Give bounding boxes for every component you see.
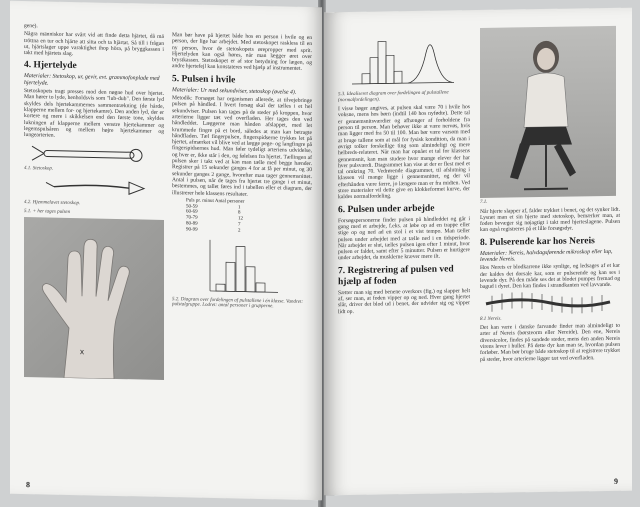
- right-page-number: 9: [614, 476, 618, 486]
- photo-caption: 7.1.: [480, 199, 488, 205]
- section-5-materials: Materialer: Ur med sekundviser, stetoskop (øvelse 4).: [172, 86, 297, 96]
- section-8-heading: 8. Pulserende kar hos Nereis: [480, 235, 595, 248]
- section-4-materials: Materialer: Stetoskop, ur, gevir, evt. grammofonplade med hjertelyde.: [24, 73, 160, 87]
- section-6-heading: 6. Pulsen under arbejde: [338, 203, 435, 215]
- section-5-heading: 5. Pulsen i hvile: [172, 73, 236, 86]
- table-cell: 8: [238, 210, 241, 216]
- pulse-histogram: [202, 235, 312, 297]
- table-cell: 7: [238, 222, 241, 228]
- homemade-stethoscope-caption: 4.2. Hjemmelavet stetoskop.: [24, 200, 81, 207]
- hand-photo: [24, 217, 164, 380]
- left-page-number: 8: [26, 479, 30, 489]
- section-4-text: Stetoskopets tragt presses mod den nøgne hud over hjertet. Man hører to lyde, henholdsvis som "lub-dub". Den første lyd skyldes dels hjertekammernes sammentrækning (de hårde, klapperne mellem for- og hjertekamre). Den anden lyd, der er kortere og mere i skikkelsen end den første tone, skyldes lukningen af klapperne mellem venstre hjertekammer og legemspulsåren og mellem højre hjertekammer og lungearterien.: [24, 88, 164, 139]
- left-column-1: [24, 23, 164, 380]
- nereis-illustration: [480, 290, 620, 314]
- intro-text-2: Några människor har svårt vid att finde detta hjärtet, då mä tröttna en tur och hjärte att sitta och ta hjärtat. Så till i frågan ut, hjärtslager uppe varaktighet ihop höra, på bryggkassen i takt med hjärtets slag.: [24, 31, 164, 58]
- table-row: [186, 227, 312, 235]
- col2-intro: Man bør have på hjertet både hos en person i hvile og en person, der lige har arbejdet. Med stetoskopet raskless til en ny person, hvor de stetoskopets ørepropper med sprit. Hjertelyden kan også høres, når man lægger øret over brystkassen. Stetoskopet er af stor betydning for lægen, og andre hjertefejl kan konstateres ved hjælp af instrumentet.: [172, 32, 312, 73]
- table-cell: 60-69: [186, 209, 198, 216]
- right-col2-text: Når hjerte slapper af, falder trykket i benet, og det synker lidt. Lysnet man et sin hjerte med stetoskop, bemærker man, at foden bevæger sig nøjagtigt i takt med hjerteslagene. Pulsen kan også registreres på et lille forsøgsdyr.: [480, 206, 620, 234]
- section-8-materials: Materialer: Nereis, halvdagsførende mikroskop eller lup, levende Nereis.: [480, 248, 613, 264]
- sitting-person-photo: [480, 26, 616, 198]
- table-cell: 2: [238, 228, 241, 234]
- nereis-caption: 8.1 Nereis.: [480, 316, 502, 322]
- right-col2-tail: Det kan være i danske farvande finder man almindeligt to arter af Nereis (børsteorm eller Nereide). Den ene, Nereis diversicolor, findes på sandede steder, mens den anden Nereis virens lever i huller. På dette dyr kan man se, hvordan pulsen forløber. Man bør bruge både stetoskop til at registrere trykket på steder, hvor arterierne ligger tæt ved overfladen.: [480, 322, 620, 363]
- svg-text:x: x: [80, 347, 84, 357]
- intro-text-1: gene).: [24, 23, 38, 30]
- stethoscope-illustration: [24, 142, 164, 165]
- right-column-1: [338, 32, 470, 317]
- table-cell: 1: [238, 205, 241, 211]
- right-column-2: [480, 26, 620, 365]
- hand-figure-caption: 5.1. + her tages pulsen: [24, 208, 71, 215]
- left-column-2: [172, 32, 312, 314]
- left-page: [10, 1, 322, 501]
- table-cell: 90-99: [186, 227, 198, 233]
- pulse-table: [186, 198, 312, 235]
- normal-distribution-diagram: [348, 32, 470, 90]
- right-col1-text: I visse bøger angives, at pulsen skal være 70 i hvile hos voksne, mens hos børn (indtil 140 hos nyfødte). Dette tal er gennemsnitsværdier og afhænger af forholdene fra person til person. Man behøver ikke at være nervøs, hvis man ligger med fra 50 til 100. Man bør være varsom med at bruge tallene som at mål for fysisk kondition, da man i øvrigt tolker forskellige ting som almindeligt og mere helbreds-relateret. Når man har opnået et tal for klassens gennemsnit, kan man studere hvor mange elever der har hver pulsværdi. Diagrammet kan vise at der er flest med et tal omkring 70. Vedrørende diagrammet, til afslutning i klassen vil mange ligge i gennemsnittet, og der vil efterhånden være færre, jo længere man er fra midten. Ved store materialer vil dette give en klokkeformet kurve, der kaldes normalfordeling.: [338, 104, 470, 201]
- table-cell: 12: [238, 216, 243, 222]
- right-page: [324, 8, 632, 496]
- section-4-heading: 4. Hjertelyde: [24, 60, 77, 72]
- normal-distribution-caption: 5.3. Idealiseret diagram over fordelingen af pulstallene (normalfordelingen).: [338, 90, 449, 103]
- section-7-heading: 7. Registrering af pulsen ved hjælp af foden: [338, 264, 454, 287]
- section-5-text: Metodik: Forsøget har organismen allerede, at tilvejebringe pulsen på håndled. I hvert forsøg skal der tælles i et hel sekundviser. Pulsen kan tages på de steder på kroppen, hvor arterierne ligger tæt ved overfladen. Her tages den ved håndleddet. Læggerne man hånden afslappet, med let krummede fingre på et bord, således at man kan betragte håndfladen. Tæl fingerpulsen, fingerspidserne trykkes let på hjertet, afmærket vil blive ved at lægge pege- og langfingre på fingerspidsernes hud. Man føler tydeligt arteriens udvidelse, og hver er, ikke står i den, og følelsen fra hjertet. Tællingen af pulsen sker i takt ved at kan man tælle med begge hænder. Registrer på 15 sekunder ganges 4 for at få per minut, og 30 sekunder ganges 2 gange, hvorefter man tager gennemsnittet. Antal i pulsen, når de tages fra hjertet tre gange i et minut, bestemmes, og tallet føres ind i tabellen eller et diagram, der illustrerer hele klassens resultater.: [172, 95, 312, 198]
- table-cell: 50-59: [186, 204, 198, 210]
- table-cell: 70-79: [186, 215, 198, 221]
- stethoscope-caption: 4.1. Stetoskop.: [24, 166, 54, 173]
- pulse-table-header: Puls pr. minut Antal personer: [186, 198, 245, 205]
- table-cell: 80-89: [186, 221, 198, 227]
- section-6-text: Forsøgspersonerne finder pulsen på håndleddet og går i gang med et arbejde, f.eks. at løbe op ad en trappe eller stige op og ned ad en stol i et vist tempo. Man tæller pulsen under arbejdet med at tælle ned i en tidsperiode. Når arbejdet er slut, tælles pulsen igen efter 1 minut, hvor pulsen er faldet, samt efter 5 minutter. Pulsen er hurtigere under arbejdet, da musklerne kræver mere ilt.: [338, 215, 470, 262]
- histogram-caption: 5.2. Diagram over fordelingen af pulstallene i én klasse. Vandret: pulstalgruppe. Lodret: antal personer i grupperne.: [172, 296, 303, 310]
- homemade-stethoscope-illustration: [24, 176, 164, 199]
- section-8-text: Hos Nereis er blodkarrene ikke synlige, og ledsages af et kar der kaldes det dorsale kar, som er pulserende og kan ses i levende dyr. På den måde ses det at blodet pumpes fremad og bagud i dyret. Den kan findes i strandkanten ved lavvande.: [480, 263, 620, 291]
- section-7-text: Sætter man sig med benene overkors (fig.) og slapper helt af, ser man, at foden vipper op og ned. Hver gang hjertet slår, driver det blod ud i benet, der udvider sig og vipper lidt op.: [338, 287, 470, 315]
